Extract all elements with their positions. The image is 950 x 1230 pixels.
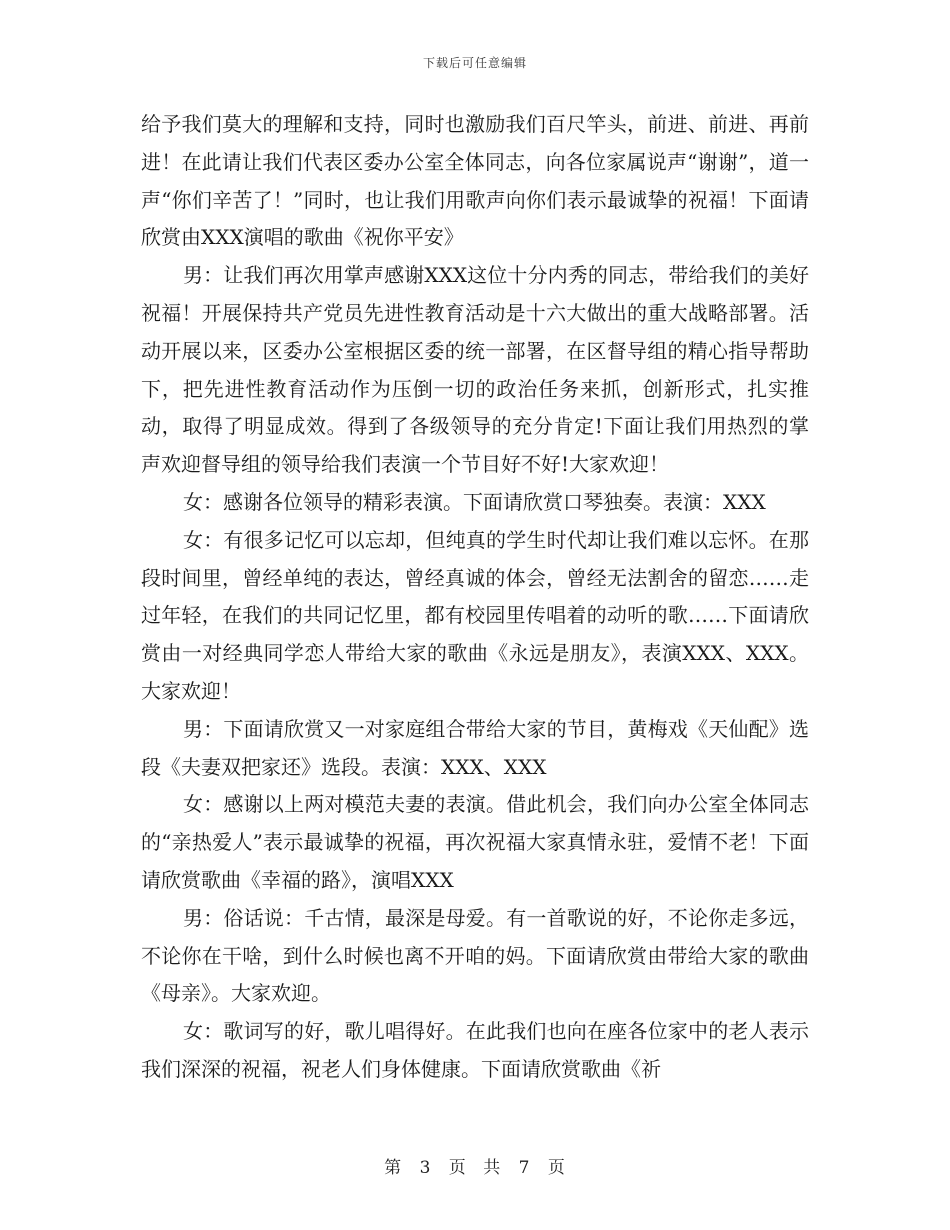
current-page-number: 3 — [419, 1158, 432, 1178]
page-footer — [0, 1153, 950, 1178]
paragraph: 男：俗话说：千古情，最深是母爱。有一首歌说的好，不论你走多远，不论你在干啥，到什么时候也离不开咱的妈。下面请欣赏由带给大家的歌曲《母亲》。大家欢迎。 — [141, 905, 809, 1006]
footer-total-word: 共 — [483, 1158, 502, 1178]
paragraph: 女：歌词写的好，歌儿唱得好。在此我们也向在座各位家中的老人表示我们深深的祝福，祝老人们身体健康。下面请欣赏歌曲《祈 — [141, 1019, 809, 1081]
document-body — [141, 106, 809, 1089]
paragraph: 男：下面请欣赏又一对家庭组合带给大家的节目，黄梅戏《天仙配》选段《夫妻双把家还》选段。表演：XXX、XXX — [141, 716, 809, 779]
paragraph: 给予我们莫大的理解和支持，同时也激励我们百尺竿头，前进、前进、再前进！在此请让我们代表区委办公室全体同志，向各位家属说声“谢谢”，道一声“你们辛苦了！”同时，也让我们用歌声向你们表示最诚挚的祝福！下面请欣赏由XXX演唱的歌曲《祝你平安》 — [141, 112, 809, 250]
paragraph: 女：感谢以上两对模范夫妻的表演。借此机会，我们向办公室全体同志的“亲热爱人”表示最诚挚的祝福，再次祝福大家真情永驻，爱情不老！下面请欣赏歌曲《幸福的路》，演唱XXX — [141, 792, 809, 892]
paragraph: 女：有很多记忆可以忘却，但纯真的学生时代却让我们难以忘怀。在那段时间里，曾经单纯的表达，曾经真诚的体会，曾经无法割舍的留恋……走过年轻，在我们的共同记忆里，都有校园里传唱着的动听的歌……下面请欣赏由一对经典同学恋人带给大家的歌曲《永远是朋友》，表演XXX、XXX。大家欢迎！ — [141, 527, 809, 703]
paragraph: 女：感谢各位领导的精彩表演。下面请欣赏口琴独奏。表演：XXX — [183, 489, 766, 514]
footer-page-word: 页 — [448, 1158, 467, 1178]
footer-prefix: 第 — [384, 1158, 403, 1178]
total-page-count: 7 — [518, 1158, 531, 1178]
paragraph: 男：让我们再次用掌声感谢XXX这位十分内秀的同志，带给我们的美好祝福！开展保持共产党员先进性教育活动是十六大做出的重大战略部署。活动开展以来，区委办公室根据区委的统一部署，在区督导组的精心指导帮助下，把先进性教育活动作为压倒一切的政治任务来抓，创新形式，扎实推动，取得了明显成效。得到了各级领导的充分肯定!下面让我们用热烈的掌声欢迎督导组的领导给我们表演一个节目好不好!大家欢迎！ — [141, 263, 809, 477]
page-header: 下载后可任意编辑 — [422, 56, 527, 70]
footer-suffix: 页 — [547, 1158, 566, 1178]
